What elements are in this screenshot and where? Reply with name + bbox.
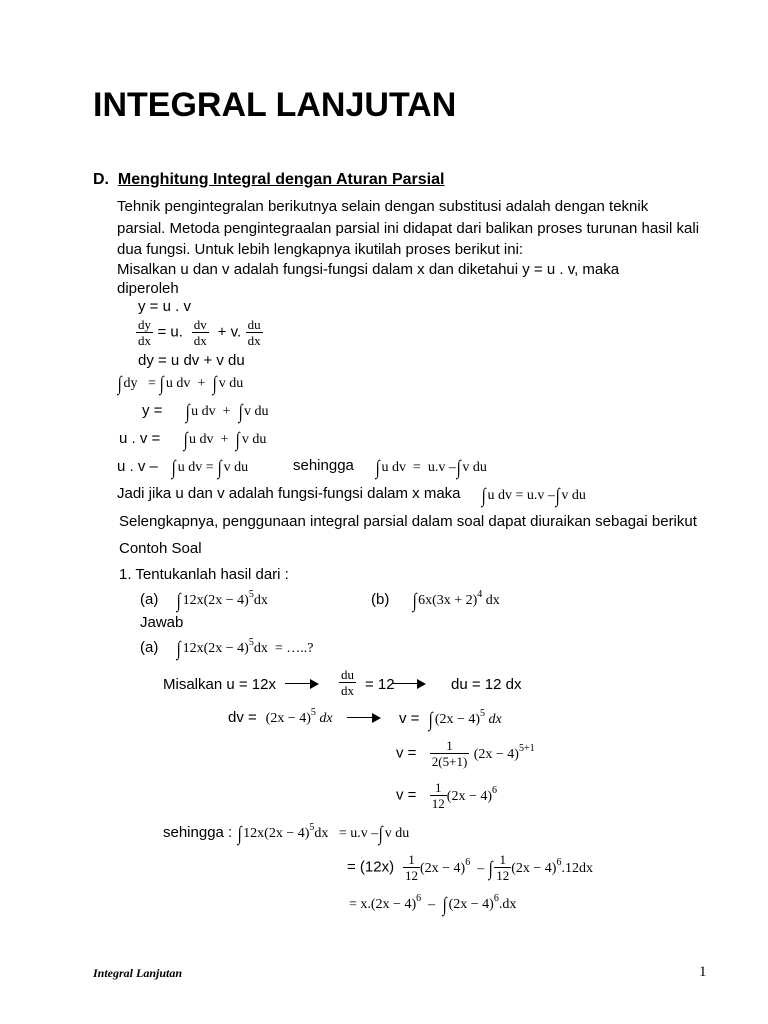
intro-line-3: dua fungsi. Untuk lebih lengkapnya ikutilah proses berikut ini: bbox=[117, 241, 524, 258]
eq-12: = 12 bbox=[365, 676, 395, 693]
selengkapnya-text: Selengkapnya, penggunaan integral parsial dalam soal dapat diuraikan sebagai berikut bbox=[119, 513, 697, 530]
soal-1: 1. Tentukanlah hasil dari : bbox=[119, 566, 289, 583]
intro-line-5: diperoleh bbox=[117, 280, 179, 297]
footer-title: Integral Lanjutan bbox=[93, 966, 183, 980]
section-letter: D. bbox=[93, 171, 109, 188]
intro-line-1: Tehnik pengintegralan berikutnya selain dengan substitusi adalah dengan teknik bbox=[117, 198, 649, 215]
page-title: INTEGRAL LANJUTAN bbox=[93, 86, 457, 124]
intro-line-2: parsial. Metoda pengintegraalan parsial ini didapat dari balikan proses turunan hasil kali bbox=[117, 220, 700, 237]
v-int-line: v = ∫ $(2x - 4)^5$ dx bbox=[399, 708, 502, 731]
dv-line: dv = $(2x - 4)^5$ dx bbox=[228, 707, 333, 726]
soal-1a: (a) ∫ $12x(2x - 4)^5dx$ bbox=[140, 589, 268, 612]
contoh-soal-label: Contoh Soal bbox=[119, 540, 202, 557]
misalkan-u: Misalkan u = 12x bbox=[163, 676, 276, 693]
page-number: 1 bbox=[699, 964, 707, 980]
sehingga-label: sehingga bbox=[293, 457, 354, 474]
eq-y-uv: y = u . v bbox=[138, 298, 191, 315]
jadi-text: Jadi jika u dan v adalah fungsi-fungsi dalam x maka bbox=[117, 485, 461, 502]
eq-parsial-formula: ∫ u dv = u.v –∫ v du bbox=[375, 457, 487, 479]
frac-du-dx: $\frac{du}{dx}$ bbox=[247, 317, 261, 348]
eq-derivative: $\frac{dy}{dx}$ = u. $\frac{dv}{dx}$ + v. $\frac{du}{dx}$ bbox=[138, 317, 261, 348]
arrow-1 bbox=[285, 675, 319, 693]
v-line-2: v = $\frac{1}{2(5+1)}$ $(2x - 4)^{5+1}$ bbox=[396, 738, 535, 769]
v-line-3: v = $\frac{1}{12}$ $(2x - 4)^6$ bbox=[396, 780, 498, 811]
sehingga-line: sehingga : ∫ $12x(2x - 4)^5dx$ = u.v –∫ v du bbox=[163, 822, 410, 845]
section-title: Menghitung Integral dengan Aturan Parsial bbox=[117, 171, 445, 188]
frac-dv-dx: $\frac{dv}{dx}$ bbox=[193, 317, 207, 348]
arrow-3 bbox=[347, 709, 381, 727]
frac-dy-dx: $\frac{dy}{dx}$ bbox=[138, 317, 151, 348]
arrow-2 bbox=[392, 675, 426, 693]
soal-1b: (b) ∫ $6x(3x + 2)^4$ dx bbox=[371, 589, 500, 612]
eq-dy: dy = u dv + v du bbox=[138, 352, 245, 369]
section-heading bbox=[93, 171, 444, 189]
result-line-1: = (12x) $\frac{1}{12}$ $(2x - 4)^6$ – ∫ $\frac{1}{12}$ $(2x - 4)^6.12dx$ bbox=[347, 852, 593, 883]
eq-int-dy: ∫ dy = ∫ u dv + ∫ v du bbox=[117, 373, 244, 395]
du-12dx: du = 12 dx bbox=[451, 676, 522, 693]
eq-uv-int: u . v = ∫ u dv + ∫ v du bbox=[119, 429, 267, 451]
jawab-a: (a) ∫ $12x(2x - 4)^5dx$ = …..? bbox=[140, 637, 314, 660]
jawab-label: Jawab bbox=[140, 614, 184, 631]
integral-sign: ∫ bbox=[117, 373, 122, 395]
eq-y-int: y = ∫ u dv + ∫ v du bbox=[142, 401, 269, 423]
eq-uv-minus: u . v – ∫ u dv = ∫ v du bbox=[117, 457, 249, 479]
eq-parsial-formula-2: ∫ u dv = u.v –∫ v du bbox=[481, 485, 586, 507]
frac-du-dx-2: $\frac{du}{dx}$ bbox=[341, 667, 354, 698]
result-line-2: = $x.(2x - 4)^6$ – ∫ $(2x - 4)^6.dx$ bbox=[349, 893, 517, 916]
intro-line-4: Misalkan u dan v adalah fungsi-fungsi dalam x dan diketahui y = u . v, maka bbox=[117, 261, 620, 278]
